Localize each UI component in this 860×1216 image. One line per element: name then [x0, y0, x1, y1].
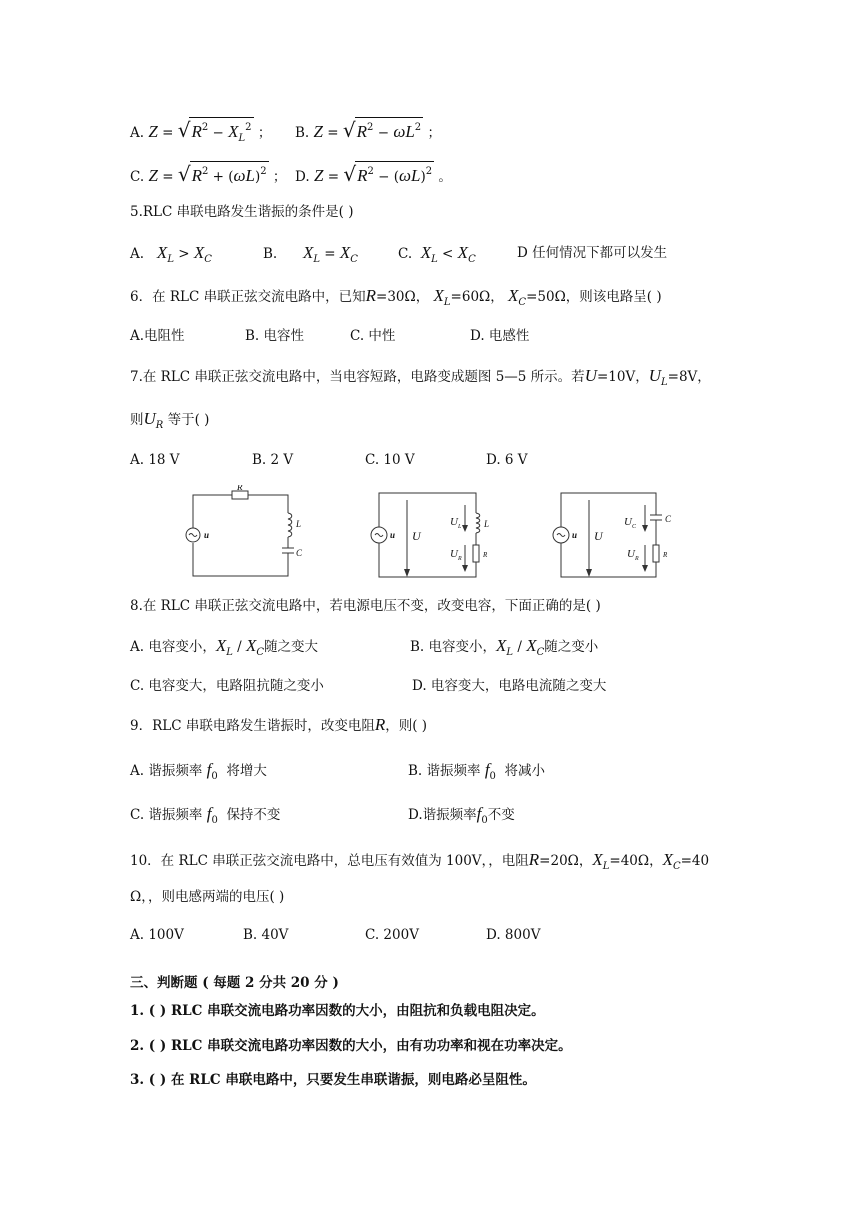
- q7-stem: 7.在 RLC 串联正弦交流电路中，当电容短路，电路变成题图 5—5 所示。若U=10V，$U_L=8V$，: [130, 366, 711, 388]
- q4-option-c: C. $Z = √R^2 + (\omega L)^2$ ；: [130, 162, 287, 186]
- q8-stem: 8.在 RLC 串联正弦交流电路中，若电源电压不变，改变电容，下面正确的是( ): [130, 598, 601, 614]
- q7-option-b: B. 2 V: [252, 452, 294, 468]
- q10-option-b: B. 40V: [243, 927, 289, 943]
- judge-item-3: 3. ( ) 在 RLC 串联电路中，只要发生串联谐振，则电路必呈阻性。: [130, 1072, 536, 1088]
- q6-option-b: B. 电容性: [245, 328, 305, 344]
- q9-stem: 9．RLC 串联电路发生谐振时，改变电阻R，则( ): [130, 715, 428, 734]
- q9-option-b: B. 谐振频率 $f_0$ 将减小: [408, 760, 546, 782]
- q5-option-a: A. $X_L > X_C$: [130, 243, 212, 265]
- q6-option-d: D. 电感性: [470, 328, 530, 344]
- q4-option-a: A. $Z = √R^2 - X_L^2$ ；: [130, 117, 271, 149]
- c3-label-C: C: [665, 514, 672, 524]
- q6-option-a: A.电阻性: [130, 328, 185, 344]
- c1-label-c: C: [296, 548, 303, 558]
- c2-label-UL-sub: L: [458, 524, 462, 530]
- q10-option-c: C. 200V: [365, 927, 419, 943]
- q5-option-c: C. $X_L < X_C$: [398, 243, 476, 265]
- q4-option-d: D. $Z = √R^2 - (\omega L)^2$ 。: [295, 162, 452, 186]
- c2-label-UR: U: [450, 548, 458, 560]
- q8-option-d: D. 电容变大，电路电流随之变大: [412, 678, 607, 694]
- q9-option-d: D.谐振频率$f_0$不变: [408, 804, 515, 826]
- c2-label-u: u: [390, 530, 396, 540]
- q10-option-a: A. 100V: [130, 927, 184, 943]
- c3-label-UR: U: [627, 548, 635, 560]
- q8-option-a: A. 电容变小，$X_L / X_C$随之变大: [130, 636, 319, 658]
- c3-label-u: u: [572, 530, 578, 540]
- section3-title: 三、判断题 ( 每题 2 分共 20 分 ): [130, 975, 339, 991]
- q6-stem: 6．在 RLC 串联正弦交流电路中，已知R=30Ω， $X_L=60\Omega$， $X_C=50\Omega$，则该电路呈( ): [130, 286, 662, 308]
- q7-option-a: A. 18 V: [130, 452, 180, 468]
- q9-option-a: A. 谐振频率 $f_0$ 将增大: [130, 760, 267, 782]
- c2-label-L: L: [484, 519, 490, 529]
- judge-item-2: 2. ( ) RLC 串联交流电路功率因数的大小，由有功功率和视在功率决定。: [130, 1038, 572, 1054]
- q5-option-d: D 任何情况下都可以发生: [517, 245, 668, 261]
- judge-item-1: 1. ( ) RLC 串联交流电路功率因数的大小，由阻抗和负载电阻决定。: [130, 1003, 545, 1019]
- circuit-2: [371, 493, 480, 577]
- q7-option-d: D. 6 V: [486, 452, 528, 468]
- q8-option-b: B. 电容变小，$X_L / X_C$随之变小: [410, 636, 599, 658]
- c3-label-UC: U: [624, 516, 632, 528]
- q10-stem-2: Ω，，则电感两端的电压( ): [130, 889, 285, 905]
- q10-stem: 10．在 RLC 串联正弦交流电路中，总电压有效值为 100V，，电阻R=20Ω，$X_L=40\Omega$，$X_C=40$: [130, 850, 710, 872]
- q6-option-c: C. 中性: [350, 328, 396, 344]
- c3-label-U: U: [594, 529, 603, 543]
- q5-option-b: B. $X_L = X_C$: [263, 243, 358, 265]
- circuit-diagrams: [0, 485, 860, 585]
- c2-label-UR-sub: R: [458, 556, 462, 562]
- q8-option-c: C. 电容变大，电路阻抗随之变小: [130, 678, 324, 694]
- q7-stem-2: 则$U_R$ 等于( ): [130, 409, 210, 431]
- q5-stem: 5.RLC 串联电路发生谐振的条件是( ): [130, 204, 354, 220]
- c3-label-UR-sub: R: [635, 556, 639, 562]
- c2-label-U: U: [412, 529, 421, 543]
- q7-option-c: C. 10 V: [365, 452, 415, 468]
- c2-label-UL: U: [450, 516, 458, 528]
- c1-label-u: u: [204, 530, 210, 540]
- c1-label-r: R: [237, 485, 243, 492]
- circuit-3: [553, 493, 662, 577]
- circuit-1: [186, 491, 294, 576]
- q9-option-c: C. 谐振频率 $f_0$ 保持不变: [130, 804, 281, 826]
- q4-option-b: B. $Z = √R^2 - \omega L^2$ ；: [295, 118, 441, 142]
- q10-option-d: D. 800V: [486, 927, 541, 943]
- c3-label-R: R: [663, 551, 668, 559]
- c2-label-R: R: [483, 551, 488, 559]
- c3-label-UC-sub: C: [632, 524, 637, 530]
- c1-label-l: L: [296, 519, 302, 529]
